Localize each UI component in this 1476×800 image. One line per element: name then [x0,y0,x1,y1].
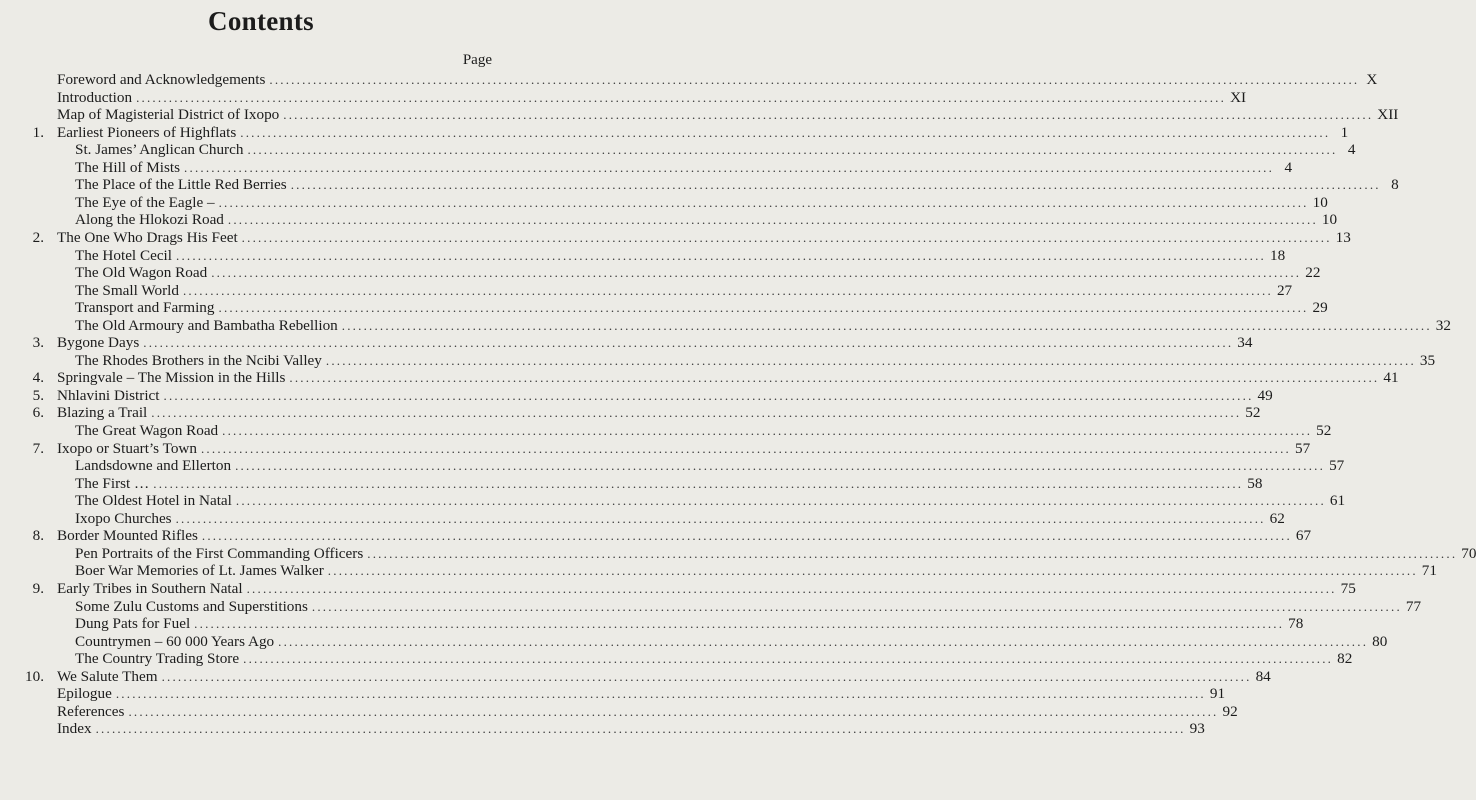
chapter-title: Early Tribes in Southern Natal [57,579,243,597]
dot-leader: ........................................................................................................................................................................................................ [163,387,1254,403]
section-title: Along the Hlokozi Road [75,211,224,229]
section-title: The Oldest Hotel in Natal [75,492,232,510]
page-number: 8 [1391,176,1399,194]
page-number: 1 [1340,123,1349,141]
dot-leader: ........................................................................................................................................................................................................ [182,282,1273,298]
page-number: 58 [1247,474,1263,492]
chapter-number: 2. [32,228,44,246]
section-title: The Rhodes Brothers in the Ncibi Valley [75,351,322,369]
chapter-title: We Salute Them [57,667,158,685]
page-number: 61 [1329,492,1346,510]
page-number: 10 [1321,211,1338,229]
dot-leader: ........................................................................................................................................................................................................ [151,405,1242,421]
chapter-title: Foreword and Acknowledgements [57,71,266,88]
page-number: 92 [1222,702,1238,720]
chapter-number: 8. [32,527,44,545]
chapter-title: Nhlavini District [57,386,160,404]
chapter-number: 7. [32,439,44,457]
section-title: Some Zulu Customs and Superstitions [75,597,308,615]
chapter-number: 5. [32,386,44,404]
dot-leader: ........................................................................................................................................................................................................ [201,528,1292,544]
chapter-title: The One Who Drags His Feet [57,228,238,246]
dot-leader: ........................................................................................................................................................................................................ [367,545,1458,561]
dot-leader: ........................................................................................................................................................................................................ [176,247,1266,263]
chapter-number: 1. [32,123,44,141]
dot-leader: ........................................................................................................................................................................................................ [194,616,1285,632]
page-title: Contents [208,6,314,36]
section-title: The Country Trading Store [75,650,240,668]
dot-leader: ........................................................................................................................................................................................................ [184,159,1275,175]
section-title: The Eye of the Eagle – [75,193,215,211]
dot-leader: ........................................................................................................................................................................................................ [240,124,1331,140]
section-title: Ixopo Churches [75,509,172,527]
page-number: 52 [1316,422,1332,439]
page-number: 22 [1305,264,1321,282]
page-number: XI [1230,88,1247,106]
page-number: 67 [1295,527,1312,545]
section-title: The Hill of Mists [75,158,181,176]
dot-leader: ........................................................................................................................................................................................................ [136,89,1227,105]
page-number: 29 [1312,299,1328,317]
section-title: Transport and Farming [75,299,215,317]
dot-leader: ........................................................................................................................................................................................................ [246,580,1337,596]
dot-leader: ........................................................................................................................................................................................................ [278,633,1369,649]
chapter-number: 3. [32,334,44,352]
page-number: 34 [1237,334,1253,352]
dot-leader: ........................................................................................................................................................................................................ [218,194,1309,210]
dot-leader: ........................................................................................................................................................................................................ [290,177,1381,193]
section-title: The First … [75,474,150,492]
chapter-title: Border Mounted Rifles [57,527,198,545]
dot-leader: ........................................................................................................................................................................................................ [283,107,1374,123]
page-number: 71 [1421,562,1437,580]
page-number: 52 [1245,404,1261,422]
dot-leader: ........................................................................................................................................................................................................ [247,142,1338,158]
page-number: 49 [1257,386,1273,404]
dot-leader: ........................................................................................................................................................................................................ [218,300,1309,316]
section-title: St. James’ Anglican Church [75,141,244,159]
section-title: Dung Pats for Fuel [75,615,191,633]
page-number: 78 [1288,615,1304,633]
dot-leader: ........................................................................................................................................................................................................ [128,703,1219,719]
page-number: 57 [1329,457,1345,475]
page-number: 77 [1405,597,1422,615]
dot-leader: ........................................................................................................................................................................................................ [200,440,1291,456]
chapter-title: Introduction [57,88,133,106]
dot-leader: ........................................................................................................................................................................................................ [311,598,1402,614]
section-title: The Great Wagon Road [75,422,219,439]
dot-leader: ........................................................................................................................................................................................................ [115,686,1206,702]
dot-leader: ........................................................................................................................................................................................................ [241,229,1332,245]
page-number: XII [1377,106,1399,124]
dot-leader: ........................................................................................................................................................................................................ [143,335,1234,351]
chapter-title: Map of Magisterial District of Ixopo [57,106,280,124]
dot-leader: ........................................................................................................................................................................................................ [341,317,1432,333]
page-number: X [1366,71,1378,88]
page-number: 70 [1461,544,1476,562]
page-number: 80 [1372,632,1388,650]
chapter-title: Epilogue [57,685,112,703]
dot-leader: ........................................................................................................................................................................................................ [153,475,1244,491]
toc-line [57,719,1205,739]
dot-leader: ........................................................................................................................................................................................................ [175,510,1266,526]
dot-leader: ........................................................................................................................................................................................................ [161,668,1252,684]
page-number: 41 [1383,369,1399,387]
page-number: 18 [1270,246,1286,264]
page-number: 84 [1255,667,1271,685]
chapter-title: Springvale – The Mission in the Hills [57,369,286,387]
dot-leader: ........................................................................................................................................................................................................ [222,423,1313,438]
page-number: 27 [1276,281,1293,299]
section-title: Boer War Memories of Lt. James Walker [75,562,324,580]
section-title: Landsdowne and Ellerton [75,457,232,475]
section-title: Countrymen – 60 000 Years Ago [75,632,275,650]
section-title: Pen Portraits of the First Commanding Officers [75,544,364,562]
page-number: 35 [1419,351,1436,369]
dot-leader: ........................................................................................................................................................................................................ [235,493,1326,509]
page-number: 91 [1209,685,1226,703]
chapter-title: References [57,702,125,720]
page-number: 10 [1312,193,1328,211]
page-number: 62 [1269,509,1285,527]
page-number: 32 [1435,316,1451,334]
section-title: The Hotel Cecil [75,246,172,264]
chapter-title: Ixopo or Stuart’s Town [57,439,197,457]
page-number: 4 [1284,158,1293,176]
toc-entry [0,719,1205,739]
page-number: 93 [1189,720,1205,738]
page-number: 75 [1340,579,1356,597]
chapter-title: Index [57,720,92,738]
chapter-number: 6. [32,404,44,422]
section-title: The Old Armoury and Bambatha Rebellion [75,316,338,334]
page-column-header: Page [462,52,492,68]
section-title: The Place of the Little Red Berries [75,176,287,194]
section-title: The Small World [75,281,179,299]
dot-leader: ........................................................................................................................................................................................................ [95,721,1186,737]
section-title: The Old Wagon Road [75,264,208,282]
page-number: 13 [1335,228,1351,246]
chapter-title: Bygone Days [57,334,140,352]
dot-leader: ........................................................................................................................................................................................................ [327,563,1418,579]
dot-leader: ........................................................................................................................................................................................................ [235,458,1326,474]
page-number: 82 [1337,650,1353,668]
chapter-title: Blazing a Trail [57,404,148,422]
dot-leader: ........................................................................................................................................................................................................ [211,265,1302,281]
dot-leader: ........................................................................................................................................................................................................ [269,72,1360,87]
chapter-number: 9. [32,579,44,597]
chapter-number: 10. [25,667,44,685]
page-number: 57 [1294,439,1311,457]
chapter-number: 4. [32,369,44,387]
page-number: 4 [1347,141,1356,159]
dot-leader: ........................................................................................................................................................................................................ [325,352,1416,368]
dot-leader: ........................................................................................................................................................................................................ [289,370,1380,386]
dot-leader: ........................................................................................................................................................................................................ [227,212,1318,228]
dot-leader: ........................................................................................................................................................................................................ [243,651,1334,667]
chapter-title: Earliest Pioneers of Highflats [57,123,237,141]
